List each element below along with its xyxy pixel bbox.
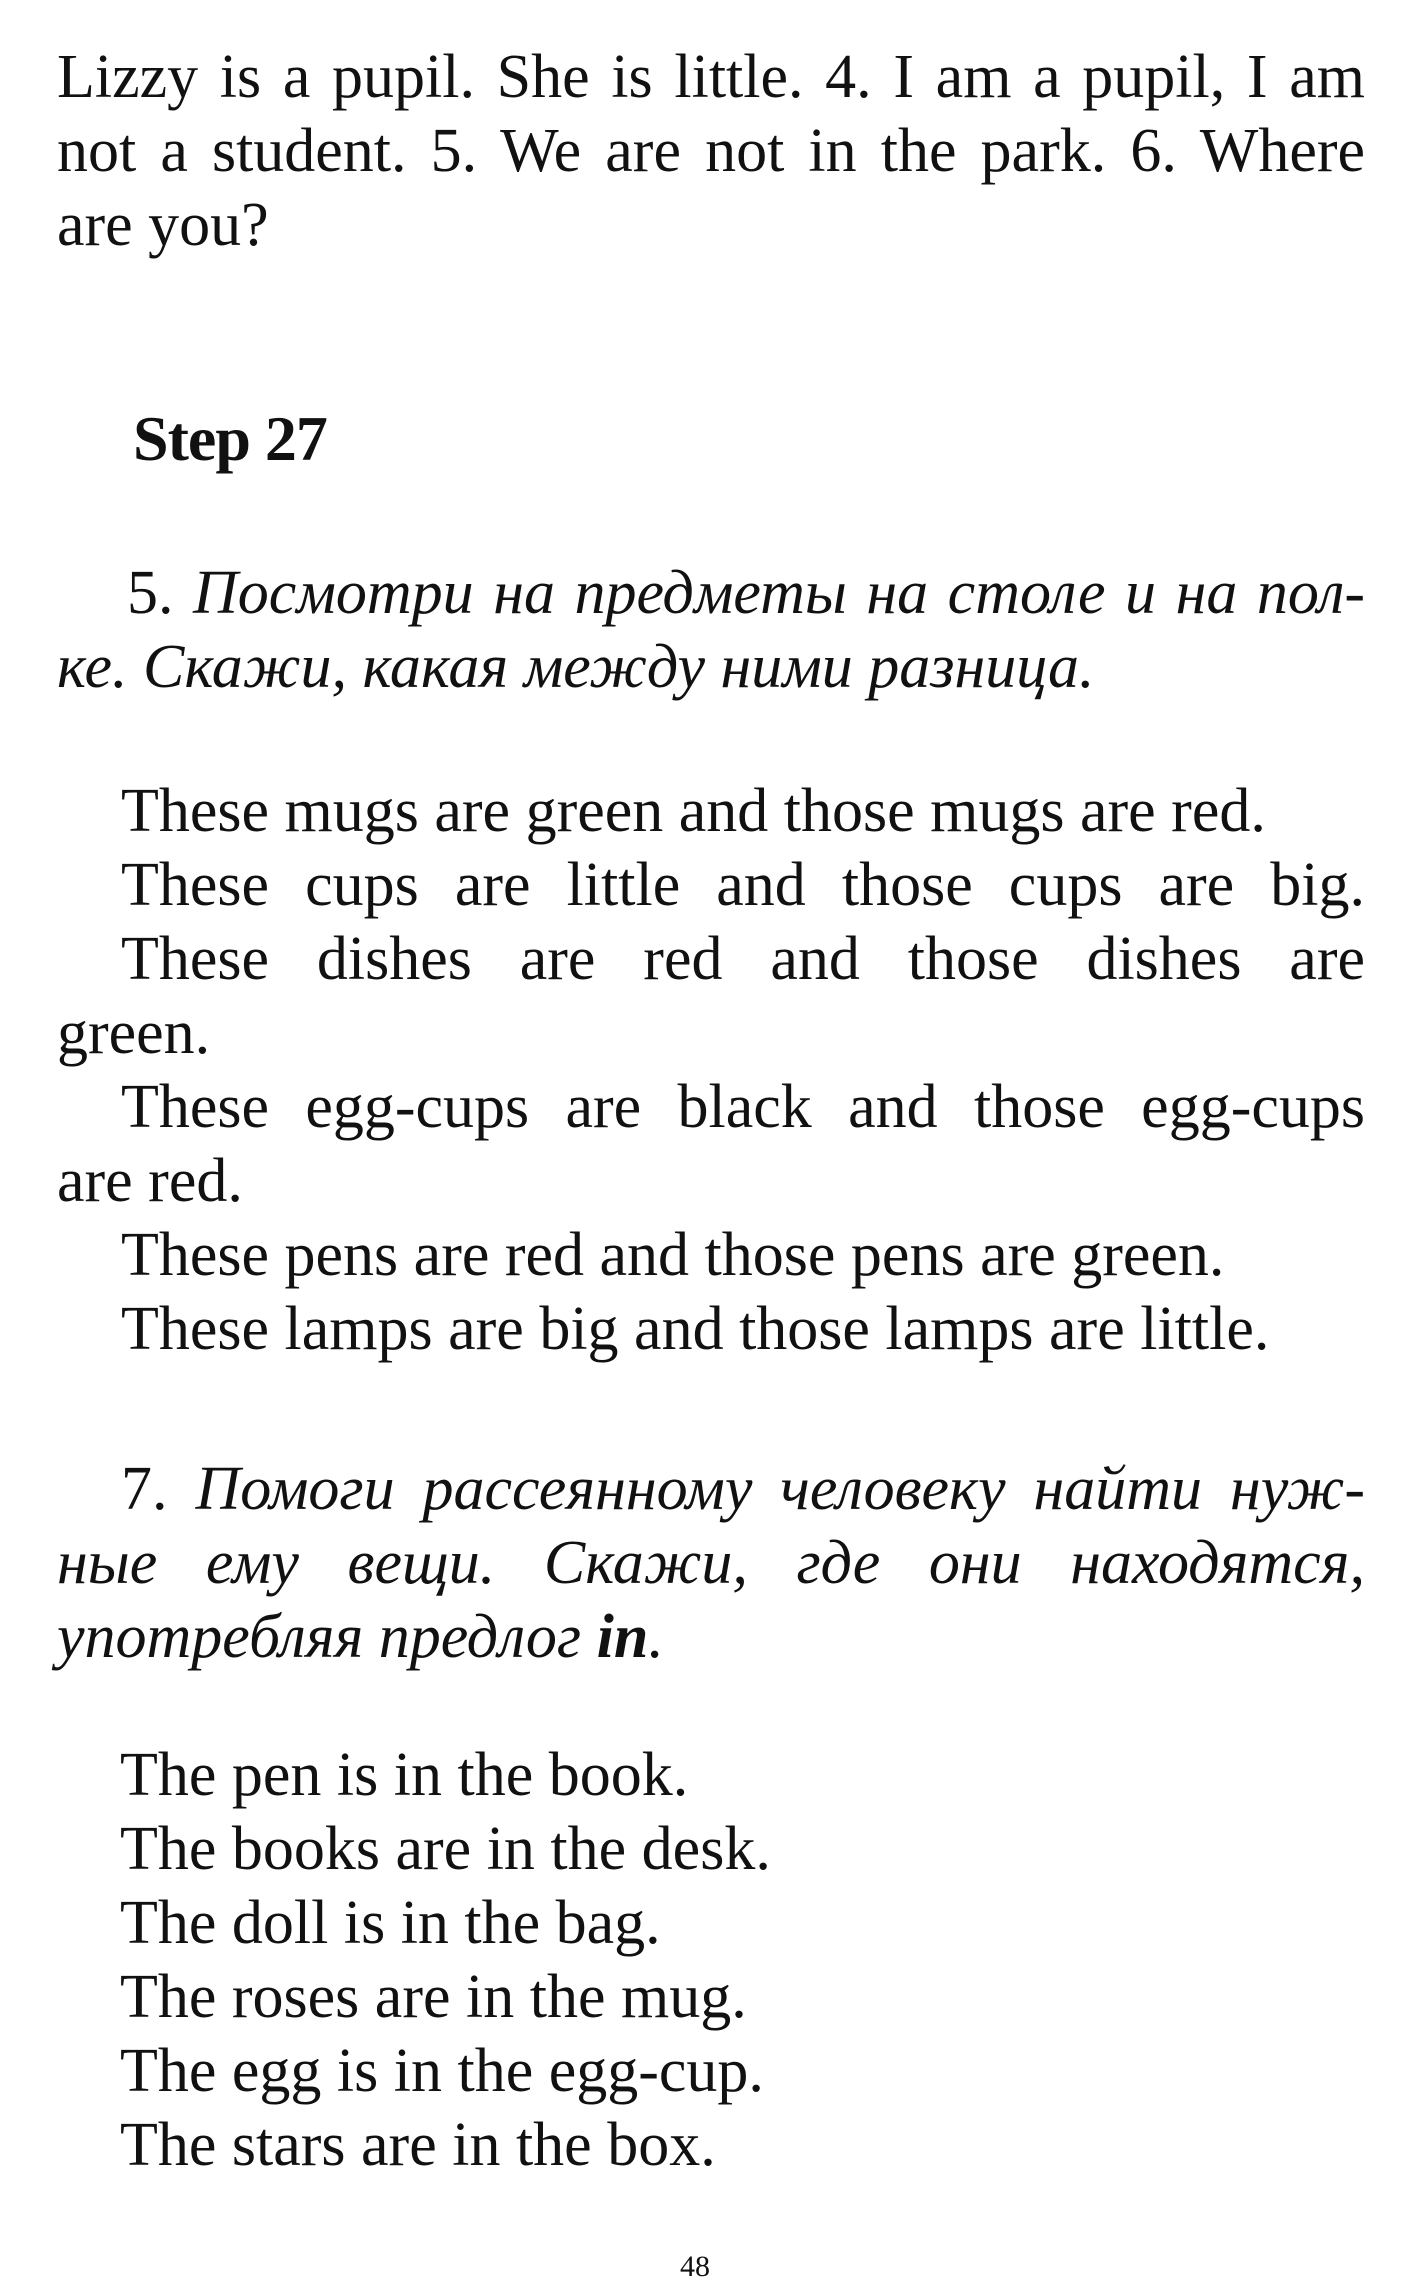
instruction-text: употребляя предлог bbox=[57, 1603, 582, 1671]
instruction-text: Помоги рассеянному человеку найти нуж- bbox=[195, 1455, 1365, 1523]
answer-line: green. bbox=[57, 999, 211, 1067]
answer-line: These dishes are red and those dishes are bbox=[121, 925, 1365, 993]
answer-line: The doll is in the bag. bbox=[120, 1889, 661, 1957]
preposition-keyword: in bbox=[596, 1603, 649, 1671]
paragraph-line: Lizzy is a pupil. She is little. 4. I am a pupil, I am bbox=[57, 43, 1365, 111]
answer-line: The egg is in the egg-cup. bbox=[120, 2037, 764, 2105]
instruction-text: Посмотри на предметы на столе и на пол- bbox=[193, 559, 1365, 627]
instruction-line bbox=[121, 1452, 1365, 1526]
answer-line: The roses are in the mug. bbox=[120, 1963, 747, 2031]
answer-line: The pen is in the book. bbox=[120, 1741, 689, 1809]
exercise-number: 5. bbox=[127, 559, 174, 627]
paragraph-line: are you? bbox=[57, 191, 269, 259]
step-heading: Step 27 bbox=[133, 403, 327, 474]
instruction-line bbox=[57, 1600, 664, 1674]
exercise-number: 7. bbox=[121, 1455, 168, 1523]
answer-line: These lamps are big and those lamps are little. bbox=[121, 1295, 1270, 1363]
answer-line: These egg-cups are black and those egg-cups bbox=[121, 1073, 1365, 1141]
instruction-line bbox=[127, 556, 1365, 630]
answer-line: These cups are little and those cups are big. bbox=[121, 851, 1365, 919]
paragraph-line: not a student. 5. We are not in the park. 6. Where bbox=[57, 117, 1365, 185]
answer-line: The books are in the desk. bbox=[120, 1815, 771, 1883]
answer-line: The stars are in the box. bbox=[120, 2111, 716, 2179]
instruction-end: . bbox=[648, 1603, 664, 1671]
answer-line: These pens are red and those pens are green. bbox=[121, 1221, 1225, 1289]
answer-line: These mugs are green and those mugs are red. bbox=[121, 777, 1266, 845]
page-number: 48 bbox=[680, 2250, 710, 2283]
answer-line: are red. bbox=[57, 1147, 243, 1215]
instruction-line: ные ему вещи. Скажи, где они находятся, bbox=[57, 1529, 1365, 1597]
instruction-line: ке. Скажи, какая между ними разница. bbox=[57, 633, 1095, 701]
